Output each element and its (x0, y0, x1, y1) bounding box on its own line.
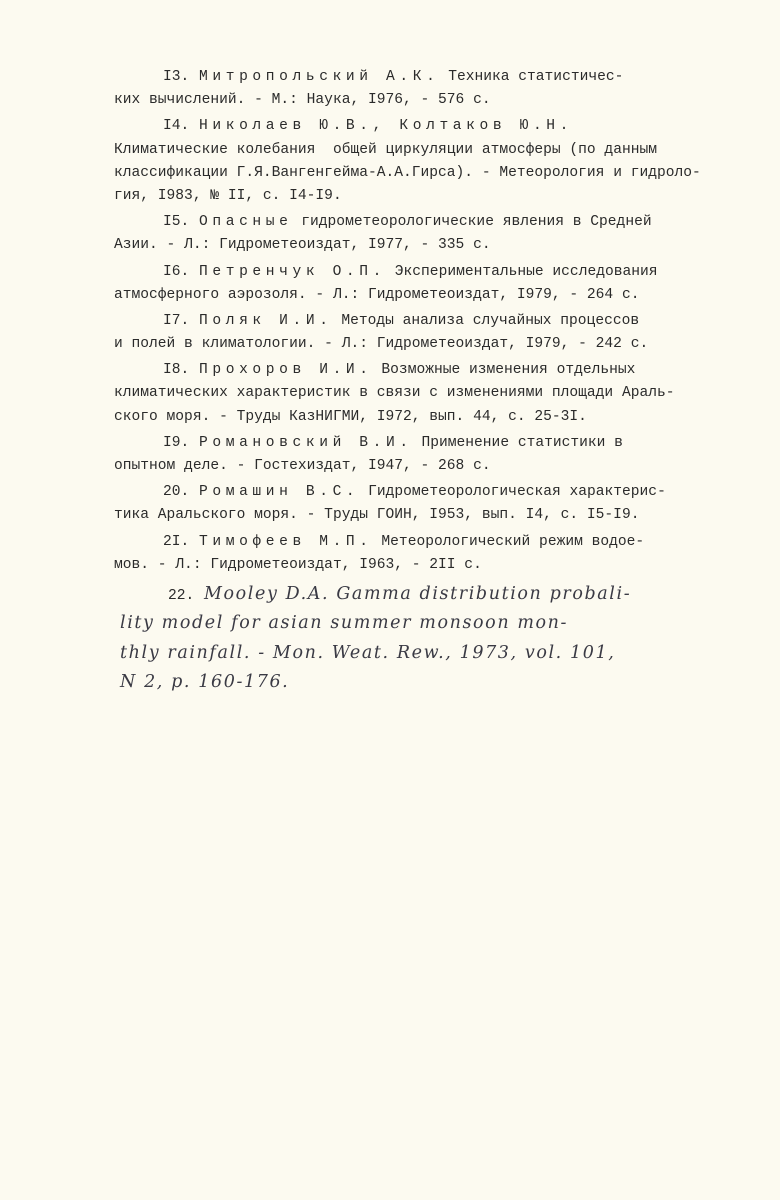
reference-list (0, 66, 780, 701)
reference-author: Тимофеев М.П. (199, 533, 373, 550)
reference-author: Николаев Ю.В., Колтаков Ю.Н. (199, 118, 574, 135)
reference-text: классификации Г.Я.Вангенгейма-А.А.Гирса). - Метеорология и гидроло- (114, 164, 701, 181)
reference-text: Метеорологический режим водое- (381, 533, 645, 550)
reference-item (0, 115, 780, 208)
reference-text: Экспериментальные исследования (394, 263, 658, 280)
reference-text: Техника статистичес- (448, 69, 624, 85)
reference-text: гидрометеорологические явления в Средней (301, 214, 652, 231)
reference-text: Методы анализа случайных процессов (341, 312, 640, 329)
reference-author: Петренчук О.П. (199, 263, 387, 280)
reference-text: ких вычислений. - М.: Наука, I976, - 576 с. (114, 92, 491, 109)
reference-text (439, 69, 448, 85)
reference-author: Опасные (199, 214, 293, 231)
reference-item (0, 531, 780, 577)
reference-author: Ромашин В.С. (199, 484, 360, 501)
reference-author: Митропольский А.К. (199, 69, 440, 85)
reference-item (0, 481, 780, 527)
reference-text: климатических характеристик в связи с изменениями площади Араль- (114, 385, 675, 402)
reference-text: и полей в климатологии. - Л.: Гидрометеоиздат, I979, - 242 с. (114, 336, 649, 353)
reference-text: гия, I983, № II, с. I4-I9. (114, 187, 342, 204)
reference-text: мов. - Л.: Гидрометеоиздат, I963, - 2II с. (114, 556, 482, 573)
handwritten-text: thly rainfall. - Mon. Weat. Rew., 1973, vol. 101, (120, 642, 616, 663)
reference-author: Романовский В.И. (199, 434, 413, 451)
reference-number: 22. (168, 587, 195, 604)
reference-author: Поляк И.И. (199, 312, 333, 329)
handwritten-reference (0, 580, 780, 698)
reference-text: тика Аральского моря. - Труды ГОИН, I953, вып. I4, с. I5-I9. (114, 507, 640, 524)
reference-number: 2I. (163, 533, 190, 550)
reference-text: Гидрометеорологическая характерис- (368, 484, 666, 501)
reference-author: Прохоров И.И. (199, 362, 373, 379)
reference-number: I5. (163, 214, 190, 231)
reference-text: Применение статистики в (421, 434, 623, 451)
reference-item (0, 66, 780, 112)
reference-item (0, 310, 780, 356)
reference-text: Азии. - Л.: Гидрометеоиздат, I977, - 335 с. (114, 237, 491, 254)
reference-number: 20. (163, 484, 190, 501)
reference-number: I9. (163, 434, 190, 451)
handwritten-text: N 2, p. 160-176. (120, 672, 290, 693)
handwritten-text: Mooley D.A. Gamma distribution probali- (204, 583, 632, 604)
reference-text: опытном деле. - Гостехиздат, I947, - 268 с. (114, 458, 491, 474)
reference-text: Возможные изменения отдельных (381, 362, 636, 379)
reference-item (0, 211, 780, 257)
reference-number: I8. (163, 362, 190, 379)
reference-item (0, 359, 780, 429)
reference-number: I3. (163, 69, 190, 85)
reference-item (0, 432, 780, 478)
handwritten-text: lity model for asian summer monsoon mon- (120, 613, 569, 634)
reference-number: I6. (163, 263, 190, 280)
reference-text: Климатические колебания общей циркуляции атмосферы (по данным (114, 141, 657, 158)
reference-text: ского моря. - Труды КазНИГМИ, I972, вып. 44, с. 25-3I. (114, 408, 587, 425)
reference-text: атмосферного аэрозоля. - Л.: Гидрометеоиздат, I979, - 264 с. (114, 286, 640, 303)
reference-number: I4. (163, 118, 190, 135)
reference-number: I7. (163, 312, 190, 329)
reference-item (0, 261, 780, 307)
